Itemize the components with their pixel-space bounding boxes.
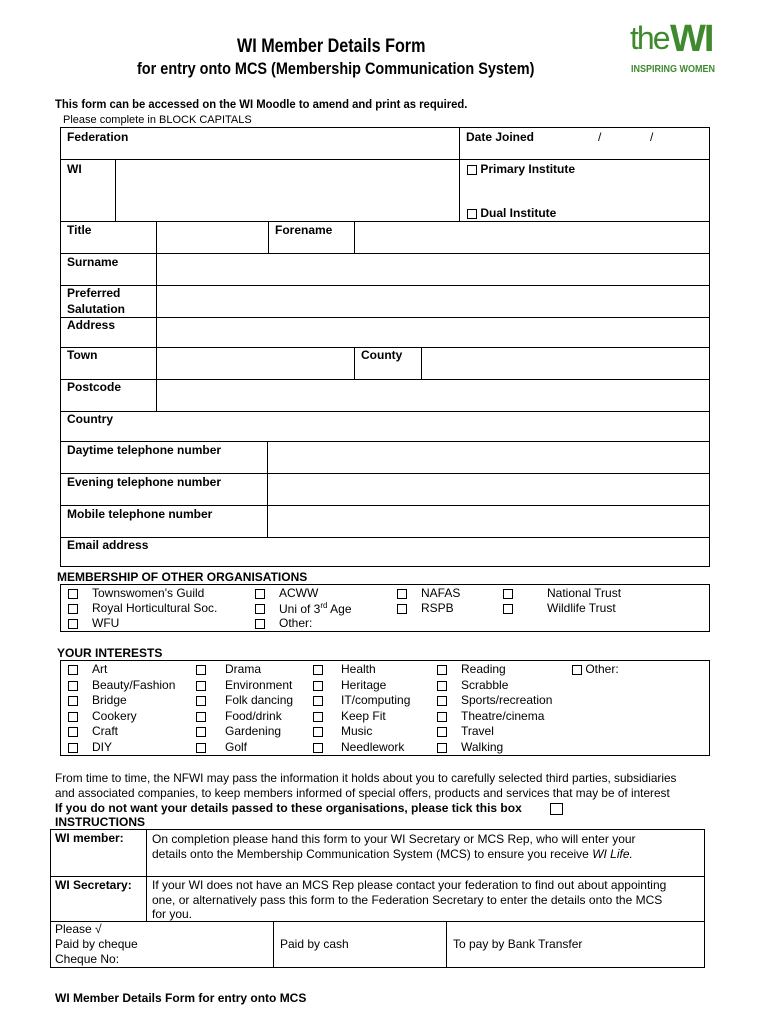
checkbox-icon[interactable] — [503, 604, 513, 614]
interest-label: Drama — [225, 662, 262, 676]
interest-option[interactable] — [68, 678, 78, 692]
interest-option[interactable] — [196, 724, 206, 738]
interest-option[interactable] — [437, 693, 447, 707]
checkbox-icon[interactable] — [68, 619, 78, 629]
checkbox-icon[interactable] — [68, 743, 78, 753]
checkbox-icon[interactable] — [503, 589, 513, 599]
county-label: County — [361, 348, 403, 362]
paid-by-cheque-option[interactable]: Paid by cheque — [55, 937, 138, 951]
email-label: Email address — [67, 538, 149, 552]
interest-option[interactable] — [68, 740, 78, 754]
checkbox-icon[interactable] — [397, 589, 407, 599]
interest-label: Heritage — [341, 678, 387, 692]
cheque-number-field[interactable]: Cheque No: — [55, 952, 120, 966]
checkbox-icon[interactable] — [437, 696, 447, 706]
title-label: Title — [67, 223, 92, 237]
interest-option[interactable] — [68, 662, 78, 676]
checkbox-icon[interactable] — [313, 696, 323, 706]
salutation-label: Salutation — [67, 302, 126, 316]
date-separator: / — [598, 130, 602, 144]
interest-label: Golf — [225, 740, 248, 754]
checkbox-icon[interactable] — [196, 696, 206, 706]
country-label: Country — [67, 412, 113, 426]
dual-institute-option[interactable] — [467, 206, 556, 220]
checkbox-icon[interactable] — [313, 712, 323, 722]
interest-option[interactable] — [437, 724, 447, 738]
membership-label: WFU — [92, 616, 120, 630]
interest-label: Walking — [461, 740, 504, 754]
county-field[interactable] — [422, 348, 709, 378]
checkbox-icon[interactable] — [313, 743, 323, 753]
daytime-phone-field[interactable] — [268, 442, 709, 472]
membership-label: NAFAS — [421, 586, 461, 600]
town-field[interactable] — [157, 348, 353, 378]
access-note: This form can be accessed on the WI Moodle to amend and print as required. — [55, 97, 468, 111]
membership-other-label: Other: — [279, 616, 313, 630]
forename-label: Forename — [275, 223, 333, 237]
membership-item[interactable] — [503, 601, 513, 615]
please-tick-label: Please √ — [55, 922, 102, 936]
date-joined-label: Date Joined — [466, 130, 535, 144]
interest-label: IT/computing — [341, 693, 411, 707]
checkbox-icon[interactable] — [196, 681, 206, 691]
checkbox-icon[interactable] — [467, 165, 477, 175]
membership-item[interactable] — [68, 601, 78, 615]
interest-option[interactable] — [437, 740, 447, 754]
postcode-field[interactable] — [157, 380, 709, 410]
mobile-phone-field[interactable] — [268, 506, 709, 536]
checkbox-icon[interactable] — [196, 727, 206, 737]
interest-option[interactable] — [196, 662, 206, 676]
checkbox-icon[interactable] — [437, 727, 447, 737]
checkbox-icon[interactable] — [467, 209, 477, 219]
interest-option[interactable] — [313, 724, 323, 738]
interest-label: DIY — [92, 740, 113, 754]
interest-option[interactable] — [196, 740, 206, 754]
checkbox-icon[interactable] — [437, 681, 447, 691]
primary-institute-option[interactable] — [467, 162, 575, 176]
address-label: Address — [67, 318, 116, 332]
wi-label: WI — [67, 162, 82, 176]
membership-item[interactable] — [397, 586, 407, 600]
membership-label: National Trust — [547, 586, 622, 600]
interest-label: Beauty/Fashion — [92, 678, 176, 692]
checkbox-icon[interactable] — [68, 665, 78, 675]
interests-heading: YOUR INTERESTS — [57, 646, 163, 660]
checkbox-icon[interactable] — [437, 743, 447, 753]
membership-label: ACWW — [279, 586, 319, 600]
postcode-label: Postcode — [67, 380, 122, 394]
interest-label: Music — [341, 724, 373, 738]
interest-option[interactable] — [313, 709, 323, 723]
checkbox-icon[interactable] — [68, 589, 78, 599]
logo-wi: WI — [670, 18, 713, 60]
interest-option[interactable] — [196, 693, 206, 707]
interest-label: Environment — [225, 678, 293, 692]
membership-label: Wildlife Trust — [547, 601, 616, 615]
membership-item[interactable] — [397, 601, 407, 615]
primary-institute-label: Primary Institute — [480, 162, 576, 176]
interest-label: Craft — [92, 724, 119, 738]
checkbox-icon[interactable] — [68, 712, 78, 722]
checkbox-icon[interactable] — [196, 665, 206, 675]
privacy-line: and associated companies, to keep members informed of special offers, products and services that may be of interest — [55, 786, 670, 800]
interest-label: Travel — [461, 724, 494, 738]
dual-institute-label: Dual Institute — [480, 206, 557, 220]
checkbox-icon[interactable] — [196, 743, 206, 753]
membership-item[interactable] — [255, 616, 265, 630]
opt-out-checkbox[interactable] — [550, 803, 563, 815]
date-separator: / — [650, 130, 654, 144]
checkbox-icon[interactable] — [572, 665, 582, 675]
form-subtitle: for entry onto MCS (Membership Communication System) — [137, 59, 535, 78]
checkbox-icon[interactable] — [68, 696, 78, 706]
checkbox-icon[interactable] — [255, 619, 265, 629]
date-joined-field[interactable] — [545, 128, 709, 158]
footer-text: WI Member Details Form for entry onto MCS — [55, 991, 307, 1005]
checkbox-icon[interactable] — [437, 712, 447, 722]
interest-label: Needlework — [341, 740, 405, 754]
wi-member-label: WI member: — [55, 831, 124, 845]
instructions-heading: INSTRUCTIONS — [55, 815, 145, 829]
forename-field[interactable] — [355, 222, 709, 252]
interest-other-label: Other: — [585, 662, 619, 676]
preferred-label: Preferred — [67, 286, 121, 300]
surname-field[interactable] — [157, 254, 709, 284]
preferred-salutation-field[interactable] — [157, 286, 709, 316]
checkbox-icon[interactable] — [313, 727, 323, 737]
membership-item[interactable] — [503, 586, 513, 600]
checkbox-icon[interactable] — [313, 681, 323, 691]
interest-label: Gardening — [225, 724, 282, 738]
checkbox-icon[interactable] — [313, 665, 323, 675]
logo-tagline: INSPIRING WOMEN — [631, 64, 716, 75]
surname-label: Surname — [67, 255, 119, 269]
interest-label: Theatre/cinema — [461, 709, 545, 723]
interest-option[interactable] — [196, 709, 206, 723]
interest-label: Cookery — [92, 709, 137, 723]
membership-heading: MEMBERSHIP OF OTHER ORGANISATIONS — [57, 570, 308, 584]
address-field[interactable] — [157, 318, 709, 346]
checkbox-icon[interactable] — [68, 681, 78, 691]
country-field[interactable] — [157, 412, 709, 440]
membership-item[interactable] — [255, 601, 265, 615]
interest-option[interactable] — [437, 709, 447, 723]
interest-label: Bridge — [92, 693, 127, 707]
checkbox-icon[interactable] — [255, 589, 265, 599]
membership-label-uni: Uni of 3rd Age — [279, 601, 352, 616]
checkbox-icon[interactable] — [437, 665, 447, 675]
interest-option[interactable] — [437, 678, 447, 692]
form-title: WI Member Details Form — [237, 36, 426, 57]
privacy-line: From time to time, the NFWI may pass the information it holds about you to carefully selected third parties, subsidiaries — [55, 771, 677, 785]
town-label: Town — [67, 348, 98, 362]
interest-option[interactable] — [313, 740, 323, 754]
wi-member-text: details onto the Membership Communication System (MCS) to ensure you receive WI Life. — [152, 847, 633, 861]
interest-label: Food/drink — [225, 709, 282, 723]
interest-label: Health — [341, 662, 376, 676]
interest-label: Folk dancing — [225, 693, 294, 707]
interest-label: Reading — [461, 662, 506, 676]
email-field[interactable] — [157, 538, 709, 566]
interest-option[interactable] — [68, 709, 78, 723]
opt-out-text: If you do not want your details passed to these organisations, please tick this box — [55, 801, 522, 815]
interest-label: Sports/recreation — [461, 693, 553, 707]
membership-label: RSPB — [421, 601, 454, 615]
interest-label: Scrabble — [461, 678, 509, 692]
federation-field[interactable] — [140, 128, 458, 158]
checkbox-icon[interactable] — [397, 604, 407, 614]
evening-phone-label: Evening telephone number — [67, 475, 222, 489]
membership-label: Royal Horticultural Soc. — [92, 601, 218, 615]
interest-option[interactable] — [196, 678, 206, 692]
interest-option[interactable] — [437, 662, 447, 676]
wi-logo — [628, 16, 720, 80]
membership-item[interactable] — [255, 586, 265, 600]
paid-by-cash-option[interactable]: Paid by cash — [280, 937, 349, 951]
interest-option[interactable] — [313, 678, 323, 692]
wi-secretary-text: for you. — [152, 907, 193, 921]
interest-other-option[interactable] — [572, 662, 619, 676]
bank-transfer-option[interactable]: To pay by Bank Transfer — [453, 937, 583, 951]
mobile-phone-label: Mobile telephone number — [67, 507, 213, 521]
interest-label: Art — [92, 662, 108, 676]
federation-label: Federation — [67, 130, 129, 144]
wi-secretary-label: WI Secretary: — [55, 878, 132, 892]
evening-phone-field[interactable] — [268, 474, 709, 504]
interest-option[interactable] — [313, 662, 323, 676]
title-field[interactable] — [157, 222, 267, 252]
wi-secretary-text: If your WI does not have an MCS Rep please contact your federation to find out about appointing — [152, 878, 667, 892]
logo-the: the — [630, 20, 669, 56]
interest-label: Keep Fit — [341, 709, 386, 723]
wi-field[interactable] — [116, 160, 458, 220]
daytime-phone-label: Daytime telephone number — [67, 443, 222, 457]
checkbox-icon[interactable] — [196, 712, 206, 722]
wi-member-text: On completion please hand this form to your WI Secretary or MCS Rep, who will enter your — [152, 832, 636, 846]
payment-table — [50, 921, 705, 968]
wi-secretary-text: one, or alternatively pass this form to the Federation Secretary to enter the details onto the MCS — [152, 893, 663, 907]
checkbox-icon[interactable] — [68, 604, 78, 614]
block-capitals-note: Please complete in BLOCK CAPITALS — [63, 114, 252, 126]
checkbox-icon[interactable] — [255, 604, 265, 614]
interest-option[interactable] — [68, 693, 78, 707]
interest-option[interactable] — [68, 724, 78, 738]
membership-item[interactable] — [68, 616, 78, 630]
membership-label: Townswomen's Guild — [92, 586, 205, 600]
membership-item[interactable] — [68, 586, 78, 600]
checkbox-icon[interactable] — [68, 727, 78, 737]
interest-option[interactable] — [313, 693, 323, 707]
